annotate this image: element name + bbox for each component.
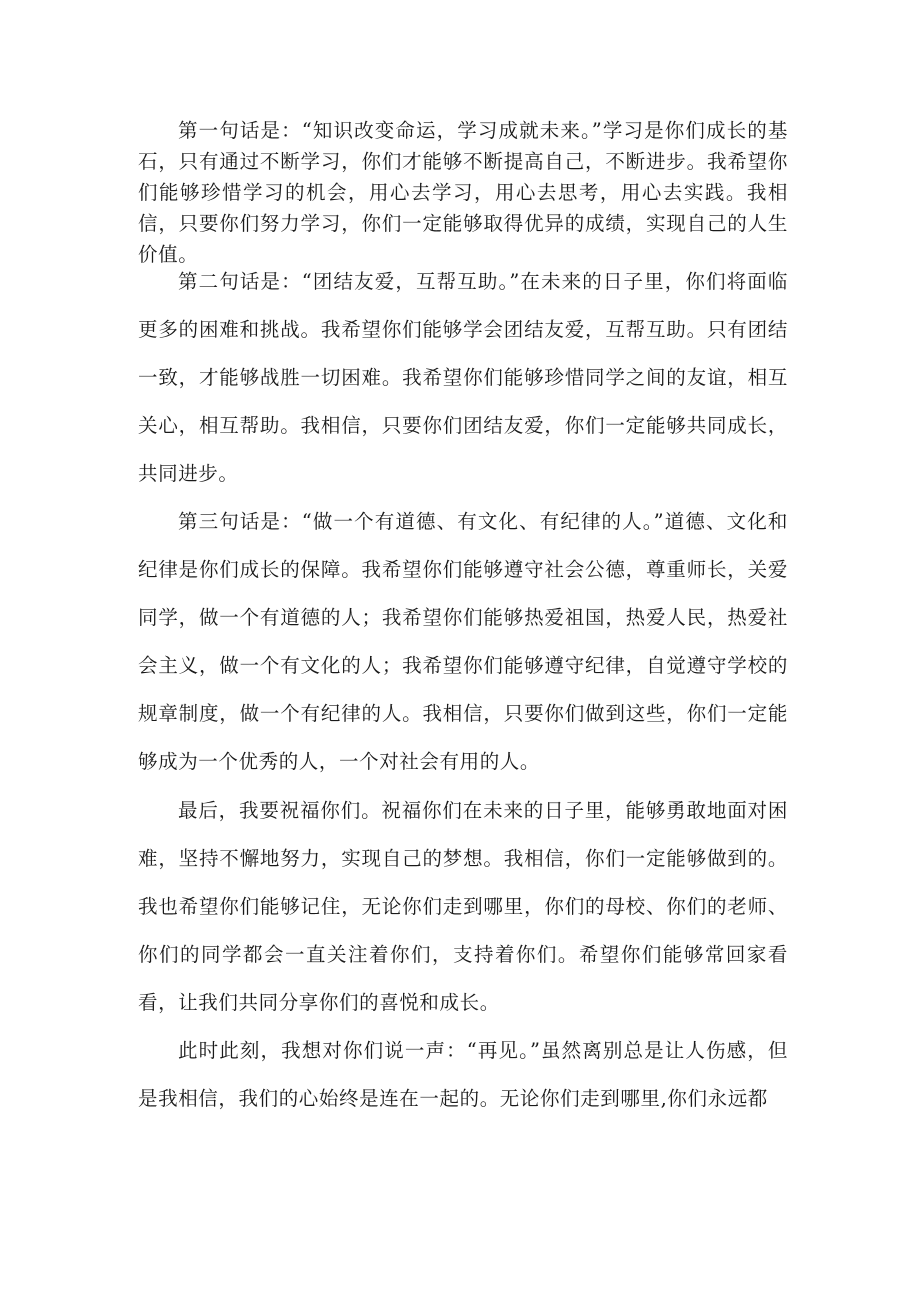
paragraph-first-saying: 第一句话是：“知识改变命运，学习成就未来。”学习是你们成长的基石，只有通过不断学习，你们才能够不断提高自己，不断进步。我希望你们能够珍惜学习的机会，用心去学习，用心去思考，用心去实践。我相信，只要你们努力学习，你们一定能够取得优异的成绩，实现自己的人生价值。 bbox=[138, 119, 788, 266]
paragraph-blessing: 最后，我要祝福你们。祝福你们在未来的日子里，能够勇敢地面对困难，坚持不懈地努力，实现自己的梦想。我相信，你们一定能够做到的。我也希望你们能够记住，无论你们走到哪里，你们的母校、你们的老师、你们的同学都会一直关注着你们，支持着你们。希望你们能够常回家看看，让我们共同分享你们的喜悦和成长。 bbox=[138, 799, 788, 1014]
paragraph-farewell: 此时此刻，我想对你们说一声：“再见。”虽然离别总是让人伤感，但是我相信，我们的心始终是连在一起的。无论你们走到哪里,你们永远都 bbox=[138, 1039, 788, 1110]
paragraph-third-saying: 第三句话是：“做一个有道德、有文化、有纪律的人。”道德、文化和纪律是你们成长的保障。我希望你们能够遵守社会公德，尊重师长，关爱同学，做一个有道德的人；我希望你们能够热爱祖国，热爱人民，热爱社会主义，做一个有文化的人；我希望你们能够遵守纪律，自觉遵守学校的规章制度，做一个有纪律的人。我相信，只要你们做到这些，你们一定能够成为一个优秀的人，一个对社会有用的人。 bbox=[138, 510, 788, 773]
paragraph-second-saying: 第二句话是：“团结友爱，互帮互助。”在未来的日子里，你们将面临更多的困难和挑战。我希望你们能够学会团结友爱，互帮互助。只有团结一致，才能够战胜一切困难。我希望你们能够珍惜同学之间的友谊，相互关心，相互帮助。我相信，只要你们团结友爱，你们一定能够共同成长，共同进步。 bbox=[138, 270, 788, 485]
